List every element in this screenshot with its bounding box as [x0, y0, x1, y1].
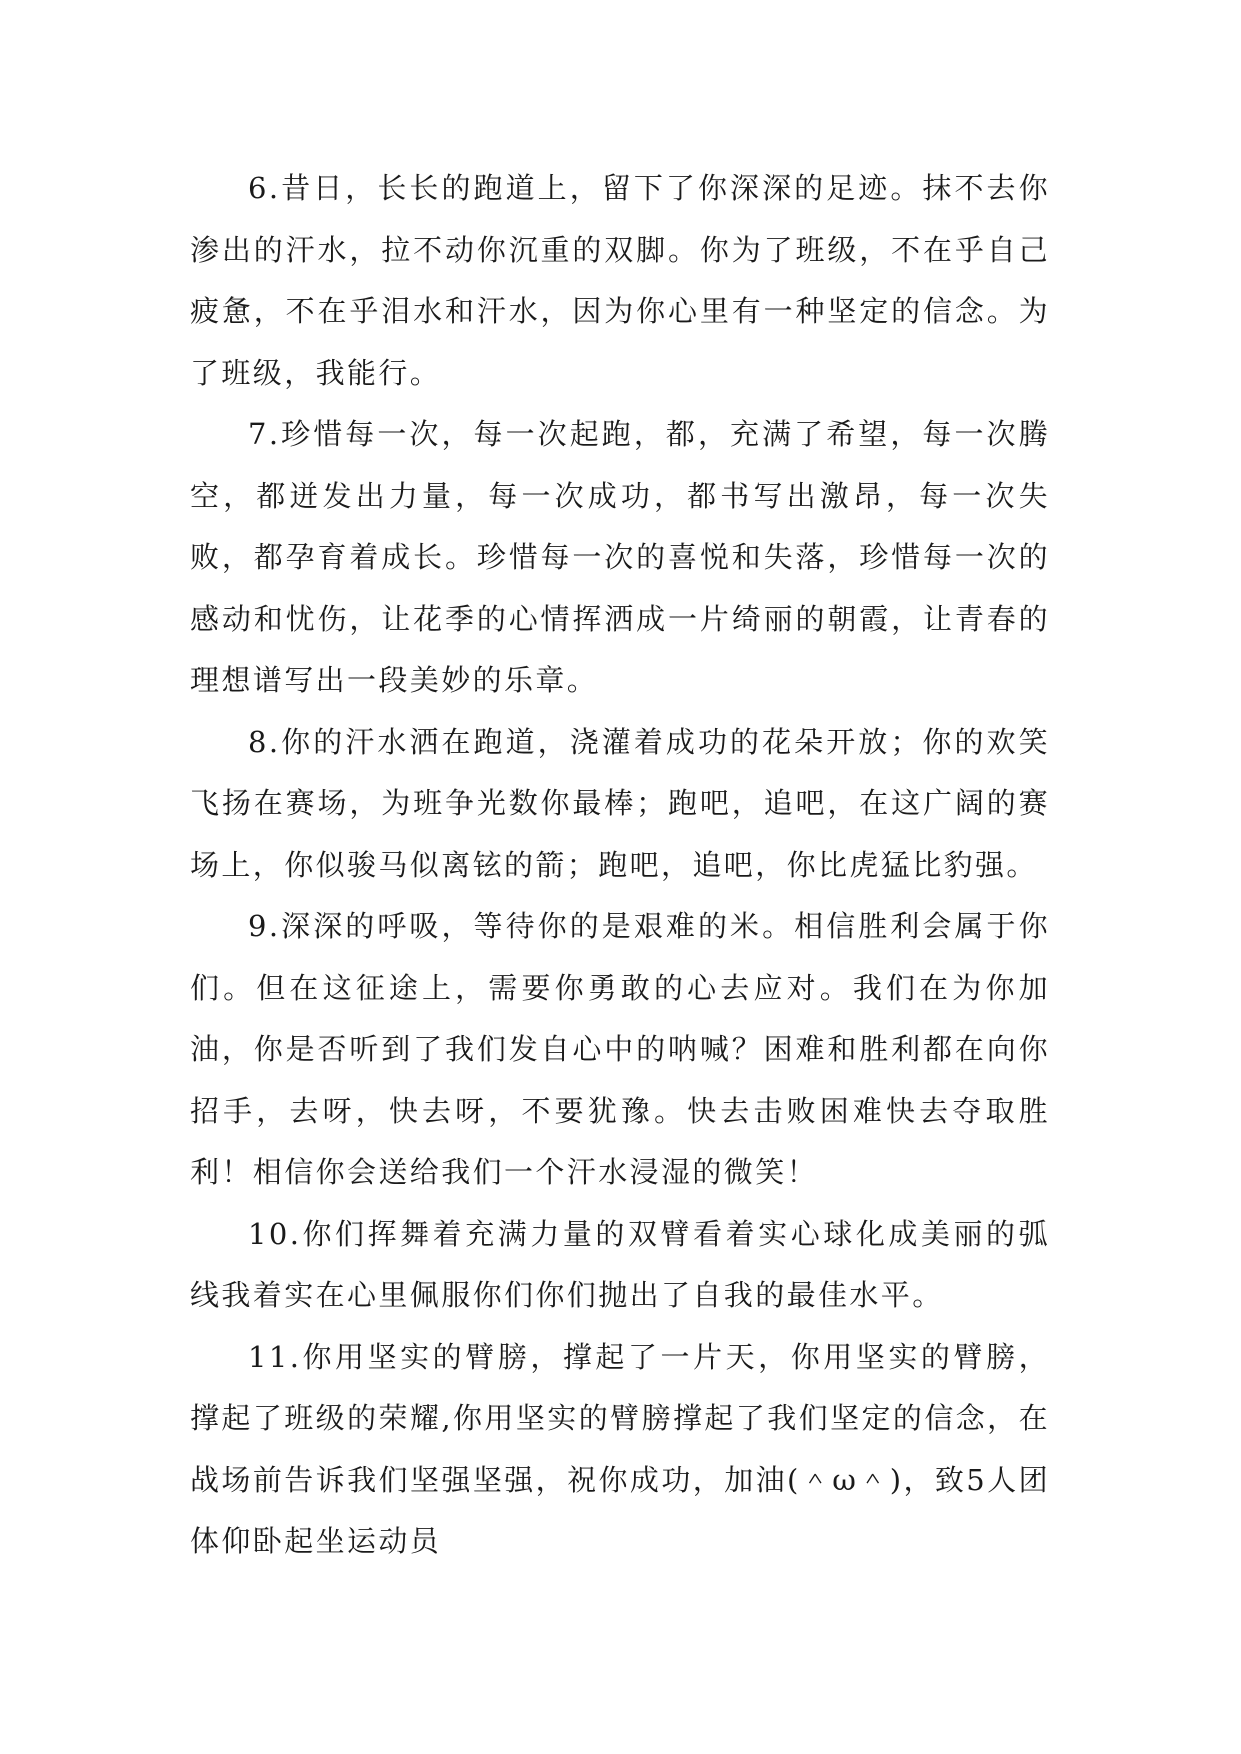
document-body [190, 158, 1050, 1573]
paragraph-6: 6.昔日，长长的跑道上，留下了你深深的足迹。抹不去你渗出的汗水，拉不动你沉重的双脚。你为了班级，不在乎自己疲惫，不在乎泪水和汗水，因为你心里有一种坚定的信念。为了班级，我能行。 [190, 171, 1050, 390]
paragraph-7: 7.珍惜每一次，每一次起跑，都，充满了希望，每一次腾空，都迸发出力量，每一次成功，都书写出激昂，每一次失败，都孕育着成长。珍惜每一次的喜悦和失落，珍惜每一次的感动和忧伤，让花季的心情挥洒成一片绮丽的朝霞，让青春的理想谱写出一段美妙的乐章。 [190, 417, 1050, 697]
paragraph-9: 9.深深的呼吸，等待你的是艰难的米。相信胜利会属于你们。但在这征途上，需要你勇敢的心去应对。我们在为你加油，你是否听到了我们发自心中的呐喊？困难和胜利都在向你招手，去呀，快去呀，不要犹豫。快去击败困难快去夺取胜利！相信你会送给我们一个汗水浸湿的微笑！ [190, 909, 1050, 1189]
paragraph-8: 8.你的汗水洒在跑道，浇灌着成功的花朵开放；你的欢笑飞扬在赛场，为班争光数你最棒；跑吧，追吧，在这广阔的赛场上，你似骏马似离铉的箭；跑吧，追吧，你比虎猛比豹强。 [190, 724, 1050, 882]
paragraph-10: 10.你们挥舞着充满力量的双臂看着实心球化成美丽的弧线我着实在心里佩服你们你们抛出了自我的最佳水平。 [190, 1216, 1050, 1312]
paragraph-11: 11.你用坚实的臂膀，撑起了一片天，你用坚实的臂膀，撑起了班级的荣耀,你用坚实的臂膀撑起了我们坚定的信念，在战场前告诉我们坚强坚强，祝你成功，加油(＾ω＾)，致5人团体仰卧起坐运动员 [190, 1339, 1050, 1558]
